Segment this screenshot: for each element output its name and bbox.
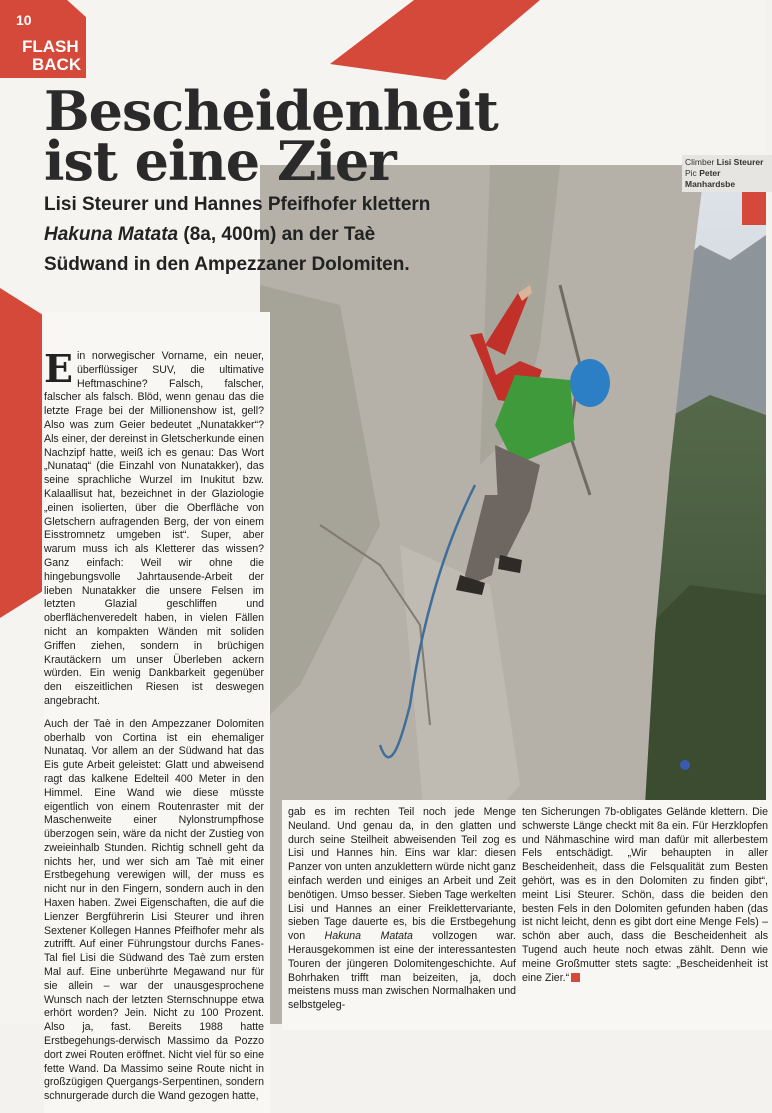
pic-label: Pic — [685, 168, 697, 178]
red-decor-top — [330, 0, 540, 80]
text-column-1 — [44, 312, 270, 1113]
paragraph-4 — [522, 806, 768, 985]
photographer-name: Peter Manhardsbe — [685, 168, 736, 189]
section-label-line2: BACK — [32, 55, 82, 74]
paragraph-3-text-a: gab es im rechten Teil noch jede Menge Neuland. Und genau da, in den glatten und durch seine Steilheit abweisenden Teil zog es Lisi und Hannes hin. Eins war klar: diesen Panzer von unten anzuklettern würde nicht ganz einfach werden und einiges an Arbeit und Zeit benötigen. Umso besser. Sieben Tage werkelten Lisi und Hannes an einer Freiklettervariante, sieben Tage dauerte es, bis die Erstbegehung von — [288, 806, 516, 943]
section-label-line1: FLASH — [22, 37, 79, 56]
headline-line2: ist eine Zier — [44, 129, 396, 193]
paragraph-4-text: ten Sicherungen 7b-obligates Gelände klettern. Die schwerste Länge checkt mit 8a ein. Für Herzklopfen und Nähmaschine wird man dafür mit allerbestem Fels entschädigt. „Wir behaupten in aller Bescheidenheit, dass die Felsqualität zum Besten gehört, was es in den Dolomiten zu finden gibt“, meint Lisi Steurer. Schön, dass die beiden den besten Fels in den Dolomiten gefunden haben (das ist nicht leicht, denn es gibt dort eine Menge Fels) – schön aber auch, dass die Bescheidenheit als Tugend auch heute noch etwas zählt. Denn wie meine Großmutter stets sagte: „Bescheidenheit ist eine Zier.“ — [522, 806, 768, 984]
paragraph-2: Auch der Taè in den Ampezzaner Dolomiten oberhalb von Cortina ist ein ehemaliger Nunataq. Vor allem an der Südwand hat das Eis gute Arbeit geleistet: Glatt und abweisend ragt das kalkene Edelteil 400 Meter in den Himmel. Eine Wand wie diese müsste eigentlich von einem Routenraster mit der Maschenweite einer Nylonstrumpfhose überzogen sein, wäre da nicht der Zustieg von zweieinhalb Stunden. Richtig schnell geht da nichts her, und wer sich am Taè mit einer Erstbegehung verewigen will, der muss es nicht nur in den Fingern, sondern auch in den Haxen haben. Zwei Eigenschaften, die auf die Lienzer Bergführerin Lisi Steurer und ihren Sextener Kollegen Hannes Pfeifhofer mehr als zutrifft. Auf einer Führungstour durchs Fanes-Tal fiel Lisi die Südwand des Taè zum ersten Mal auf. Eine unberührte Megawand nur für sie allein – war der unausgesprochene Wunsch nach der letzten Sternschnuppe etwa erhört worden? Jein. Nicht zu 100 Prozent. Also ja, fast. Bereits 1988 hatte Erstbegehungs-derwisch Massimo da Pozzo dort zwei Routen eröffnet. Nicht viel für so eine fette Wand. Da Massimo seine Route nicht in großzügigen Quergangs-Serpentinen, sondern schnurgerade durch die Wand gezogen hatte, — [44, 717, 264, 1103]
red-decor-left — [0, 288, 42, 618]
subheadline-part1: Lisi Steurer und Hannes Pfeifhofer klettern — [44, 194, 431, 215]
paragraph-3 — [288, 806, 516, 1013]
subheadline-part2: (8a, 400m) an der Taè Südwand in den Ampezzaner Dolomiten. — [44, 224, 410, 275]
climber-name: Lisi Steurer — [716, 157, 764, 167]
paragraph-1-text: in norwegischer Vorname, ein neuer, überflüssiger SUV, die ultimative Heftmaschine? Falsch, falscher, falscher als falsch. Blöd, wenn genau das die letzte Frage bei der Millionenshow ist, gell? Also was zum Geier bedeutet „Nunatakker“? Als einer, der dereinst in Gletscherkunde einen Nachzipf hatte, weiß ich es genau: Das Wort „Nunataq“ (die Einzahl von Nunatakker), das seine sprachliche Wurzel im Inukitut bzw. Kalaallisut hat, bezeichnet in der Glaziologie „einen isolierten, über die Oberfläche von Gletschern aufragenden Berg, der von einem Eisstromnetz umgeben ist“. Super, aber warum muss ich als Kletterer das wissen? Ganz einfach: Weil wir ohne die hingebungsvolle Jahrtausende-Arbeit der lieben Nunatakker die unsere Felsen im letzten Glazial geschliffen und oberflächenveredelt haben, in vielen Fällen nicht an kompakten Wänden mit soliden Griffen ziehen, sondern in brüchigen Krautäckern um unser Überleben ackern würden. Ein wenig Dankbarkeit gegenüber den eiszeitlichen Riesen ist deswegen angebracht. — [44, 350, 264, 707]
page-number: 10 — [16, 12, 32, 28]
route-name: Hakuna Matata — [44, 224, 179, 245]
subheadline — [44, 190, 464, 280]
photo-credit — [682, 155, 772, 192]
text-column-3 — [516, 800, 772, 1030]
headline-line1: Bescheidenheit — [44, 79, 498, 143]
climber-label: Climber — [685, 157, 715, 167]
drop-cap: E — [44, 346, 73, 391]
text-column-2 — [282, 800, 522, 1030]
paragraph-1 — [44, 346, 264, 709]
end-mark — [571, 973, 580, 982]
route-name-inline: Hakuna Matata — [324, 930, 413, 943]
paragraph-3-text-b: vollzogen war. Herausgekommen ist eine der interessantesten Touren der jüngeren Dolomitengeschichte. Auf Bohrhaken trifft man beizeiten, ja, doch meistens muss man zwischen Normalhaken und selbstgeleg- — [288, 930, 516, 1012]
headline — [44, 79, 498, 193]
